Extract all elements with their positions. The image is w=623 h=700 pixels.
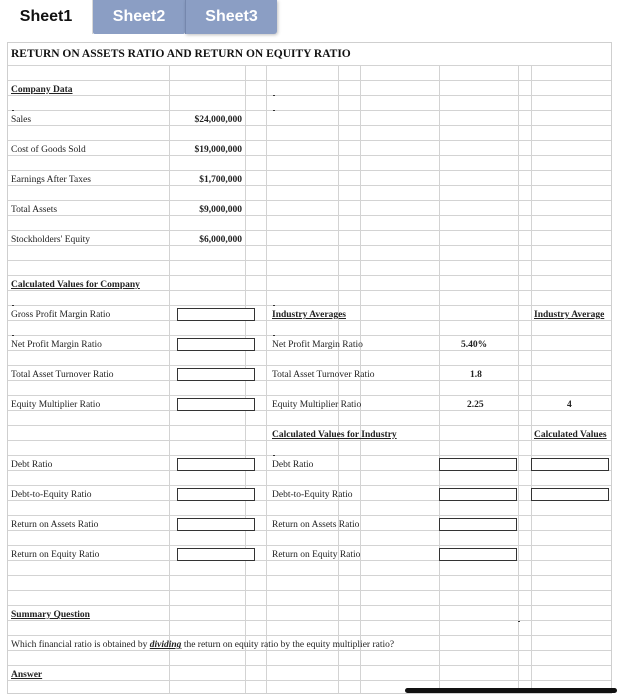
input-return-on-assets[interactable] [177,518,255,531]
value-industry-average[interactable]: 4 [567,400,572,410]
grid-row-line [8,140,611,141]
input-calculated-debt-to-equity[interactable] [531,488,609,501]
value-total-assets[interactable]: $9,000,000 [199,205,242,215]
value-industry-equity-multiplier[interactable]: 2.25 [467,400,484,410]
grid-column-line [169,65,170,693]
label-debt-to-equity: Debt-to-Equity Ratio [11,490,92,500]
cell-marker [12,298,14,306]
calculated-company-heading: Calculated Values for Company [11,280,140,290]
input-total-asset-turnover[interactable] [177,368,255,381]
value-sales[interactable]: $24,000,000 [194,115,242,125]
value-industry-net-profit-margin[interactable]: 5.40% [461,340,488,350]
cell-marker [273,448,275,456]
spreadsheet-grid[interactable] [7,42,612,694]
grid-row-line [8,425,611,426]
input-debt-ratio[interactable] [177,458,255,471]
summary-question-heading: Summary Question [11,610,90,620]
cell-marker [518,614,520,622]
tab-sheet3[interactable]: Sheet3 [185,0,277,34]
grid-row-line [8,245,611,246]
industry-average-heading: Industry Average [534,310,605,320]
label-industry-return-on-equity: Return on Equity Ratio [272,550,361,560]
input-industry-return-on-equity[interactable] [439,548,517,561]
grid-row-line [8,200,611,201]
input-return-on-equity[interactable] [177,548,255,561]
calculated-industry-heading: Calculated Values for Industry [272,430,397,440]
label-total-assets: Total Assets [11,205,58,215]
cell-marker [273,88,275,96]
grid-lines [8,43,611,693]
value-industry-total-asset-turnover[interactable]: 1.8 [470,370,482,380]
grid-row-line [8,545,611,546]
home-indicator [405,688,617,693]
grid-row-line [8,110,611,111]
sheet-tab-bar [0,0,623,34]
cell-marker [12,328,14,336]
label-industry-debt-to-equity: Debt-to-Equity Ratio [272,490,353,500]
answer-label: Answer [11,670,43,680]
question-text-before: Which financial ratio is obtained by [11,640,150,650]
grid-column-line [266,65,267,693]
label-industry-net-profit-margin: Net Profit Margin Ratio [272,340,363,350]
label-sales: Sales [11,115,32,125]
grid-row-line [8,620,611,621]
value-stockholders-equity[interactable]: $6,000,000 [199,235,242,245]
grid-row-line [8,575,611,576]
grid-row-line [8,365,611,366]
label-industry-return-on-assets: Return on Assets Ratio [272,520,360,530]
cell-marker [273,328,275,336]
grid-row-line [8,65,611,66]
summary-question-text [11,639,394,651]
label-cogs: Cost of Goods Sold [11,145,86,155]
label-return-on-assets: Return on Assets Ratio [11,520,99,530]
grid-column-line [439,65,440,693]
grid-row-line [8,275,611,276]
label-net-profit-margin: Net Profit Margin Ratio [11,340,102,350]
label-debt-ratio: Debt Ratio [11,460,53,470]
grid-row-line [8,170,611,171]
grid-row-line [8,185,611,186]
input-calculated-debt-ratio[interactable] [531,458,609,471]
grid-row-line [8,260,611,261]
input-industry-return-on-assets[interactable] [439,518,517,531]
industry-averages-heading: Industry Averages [272,310,346,320]
cell-marker [273,103,275,111]
cell-marker [273,298,275,306]
value-earnings-after-taxes[interactable]: $1,700,000 [199,175,242,185]
input-industry-debt-ratio[interactable] [439,458,517,471]
tab-sheet2[interactable]: Sheet2 [93,0,185,34]
grid-row-line [8,215,611,216]
label-equity-multiplier: Equity Multiplier Ratio [11,400,101,410]
input-gross-profit-margin[interactable] [177,308,255,321]
input-net-profit-margin[interactable] [177,338,255,351]
grid-column-line [531,65,532,693]
label-gross-profit-margin: Gross Profit Margin Ratio [11,310,111,320]
label-return-on-equity: Return on Equity Ratio [11,550,100,560]
grid-row-line [8,485,611,486]
input-debt-to-equity[interactable] [177,488,255,501]
grid-column-line [518,65,519,693]
value-cogs[interactable]: $19,000,000 [194,145,242,155]
sheet-title: RETURN ON ASSETS RATIO AND RETURN ON EQUITY RATIO [11,48,351,60]
grid-row-line [8,590,611,591]
calculated-values-heading: Calculated Values [534,430,607,440]
input-industry-debt-to-equity[interactable] [439,488,517,501]
grid-row-line [8,155,611,156]
question-text-emphasis: dividing [149,640,182,650]
label-earnings-after-taxes: Earnings After Taxes [11,175,91,185]
grid-row-line [8,605,611,606]
label-total-asset-turnover: Total Asset Turnover Ratio [11,370,114,380]
grid-row-line [8,455,611,456]
grid-row-line [8,305,611,306]
label-industry-total-asset-turnover: Total Asset Turnover Ratio [272,370,375,380]
cell-marker [12,103,14,111]
grid-row-line [8,635,611,636]
label-industry-debt-ratio: Debt Ratio [272,460,314,470]
question-text-after: the return on equity ratio by the equity multiplier ratio? [181,640,395,650]
grid-row-line [8,80,611,81]
label-stockholders-equity: Stockholders' Equity [11,235,91,245]
grid-row-line [8,125,611,126]
grid-row-line [8,230,611,231]
input-equity-multiplier[interactable] [177,398,255,411]
tab-sheet1[interactable]: Sheet1 [0,0,93,34]
grid-row-line [8,680,611,681]
grid-row-line [8,335,611,336]
grid-row-line [8,395,611,396]
grid-row-line [8,95,611,96]
company-data-heading: Company Data [11,85,73,95]
grid-row-line [8,515,611,516]
label-industry-equity-multiplier: Equity Multiplier Ratio [272,400,362,410]
grid-row-line [8,665,611,666]
